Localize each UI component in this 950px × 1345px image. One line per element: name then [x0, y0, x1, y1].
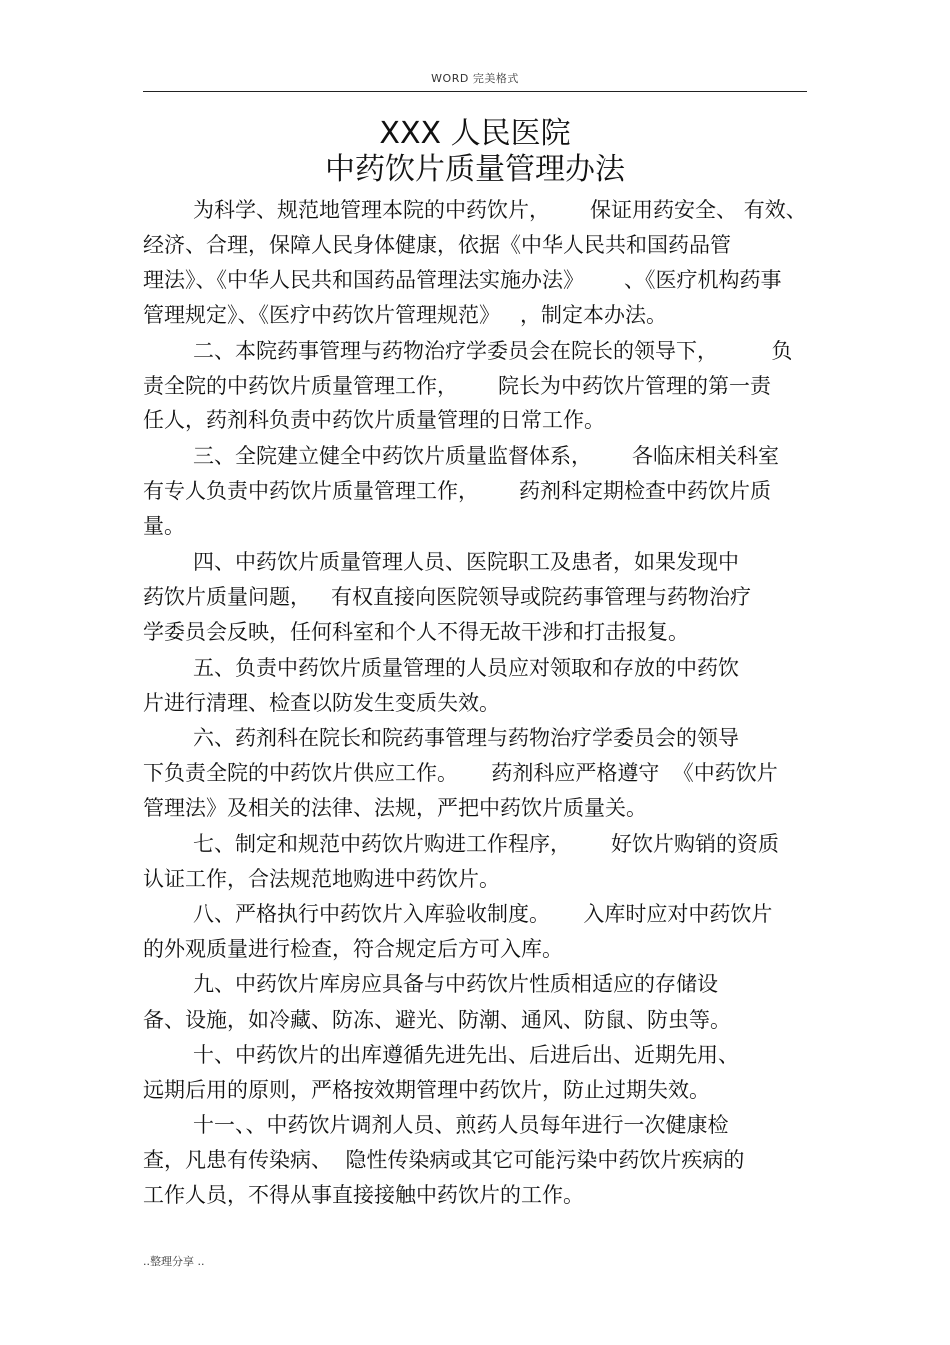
- paragraph-9-line-1: 九、中药饮片库房应具备与中药饮片性质相适应的存储设: [193, 972, 718, 996]
- paragraph-8-line-2: 的外观质量进行检查，符合规定后方可入库。: [143, 937, 563, 961]
- paragraph-11-line-3: 工作人员，不得从事直接接触中药饮片的工作。: [143, 1183, 584, 1207]
- document-title-line2: 中药饮片质量管理办法: [325, 152, 625, 187]
- paragraph-7-line-1: 七、制定和规范中药饮片购进工作程序， 好饮片购销的资质: [193, 832, 780, 856]
- paragraph-6-line-1: 六、药剂科在院长和院药事管理与药物治疗学委员会的领导: [193, 726, 739, 750]
- paragraph-10-line-2: 远期后用的原则，严格按效期管理中药饮片，防止过期失效。: [143, 1078, 710, 1102]
- paragraph-3-line-3: 量。: [143, 514, 185, 538]
- document-title-line1: XXX 人民医院: [379, 116, 571, 151]
- paragraph-5-line-2: 片进行清理、检查以防发生变质失效。: [143, 691, 500, 715]
- paragraph-2-line-1: 二、本院药事管理与药物治疗学委员会在院长的领导下， 负: [193, 339, 793, 363]
- paragraph-7-line-2: 认证工作，合法规范地购进中药饮片。: [143, 867, 500, 891]
- paragraph-2-line-3: 任人，药剂科负责中药饮片质量管理的日常工作。: [143, 408, 605, 432]
- paragraph-11-line-2: 查，凡患有传染病、 隐性传染病或其它可能污染中药饮片疾病的: [143, 1148, 745, 1172]
- paragraph-4-line-1: 四、中药饮片质量管理人员、医院职工及患者，如果发现中: [193, 550, 739, 574]
- paragraph-3-line-1: 三、全院建立健全中药饮片质量监督体系， 各临床相关科室: [193, 444, 780, 468]
- paragraph-4-line-2: 药饮片质量问题， 有权直接向医院领导或院药事管理与药物治疗: [143, 585, 752, 609]
- paragraph-10-line-1: 十、中药饮片的出库遵循先进先出、后进后出、近期先用、: [193, 1043, 739, 1067]
- paragraph-1-line-2: 经济、合理，保障人民身体健康，依据《中华人民共和国药品管: [143, 233, 731, 257]
- paragraph-5-line-1: 五、负责中药饮片质量管理的人员应对领取和存放的中药饮: [193, 656, 739, 680]
- paragraph-1-line-1: 为科学、规范地管理本院的中药饮片， 保证用药安全、 有效、: [193, 198, 807, 222]
- paragraph-2-line-2: 责全院的中药饮片质量管理工作， 院长为中药饮片管理的第一责: [143, 374, 772, 398]
- paragraph-1-line-3: 理法》、《中华人民共和国药品管理法实施办法》 、《医疗机构药事: [143, 268, 782, 292]
- paragraph-6-line-3: 管理法》及相关的法律、法规，严把中药饮片质量关。: [143, 796, 647, 820]
- header-divider: [143, 91, 807, 92]
- paragraph-8-line-1: 八、严格执行中药饮片入库验收制度。 入库时应对中药饮片: [193, 902, 773, 926]
- paragraph-6-line-2: 下负责全院的中药饮片供应工作。 药剂科应严格遵守 《中药饮片: [143, 761, 778, 785]
- paragraph-4-line-3: 学委员会反映，任何科室和个人不得无故干涉和打击报复。: [143, 620, 689, 644]
- paragraph-3-line-2: 有专人负责中药饮片质量管理工作， 药剂科定期检查中药饮片质: [143, 479, 772, 503]
- paragraph-11-line-1: 十一、、中药饮片调剂人员、煎药人员每年进行一次健康检: [193, 1113, 729, 1137]
- paragraph-9-line-2: 备、设施，如冷藏、防冻、避光、防潮、通风、防鼠、防虫等。: [143, 1008, 731, 1032]
- paragraph-1-line-4: 管理规定》、《医疗中药饮片管理规范》 ，制定本办法。: [143, 303, 668, 327]
- page-footer: ..整理分享 ..: [143, 1255, 205, 1268]
- page-header: WORD 完美格式: [431, 72, 519, 85]
